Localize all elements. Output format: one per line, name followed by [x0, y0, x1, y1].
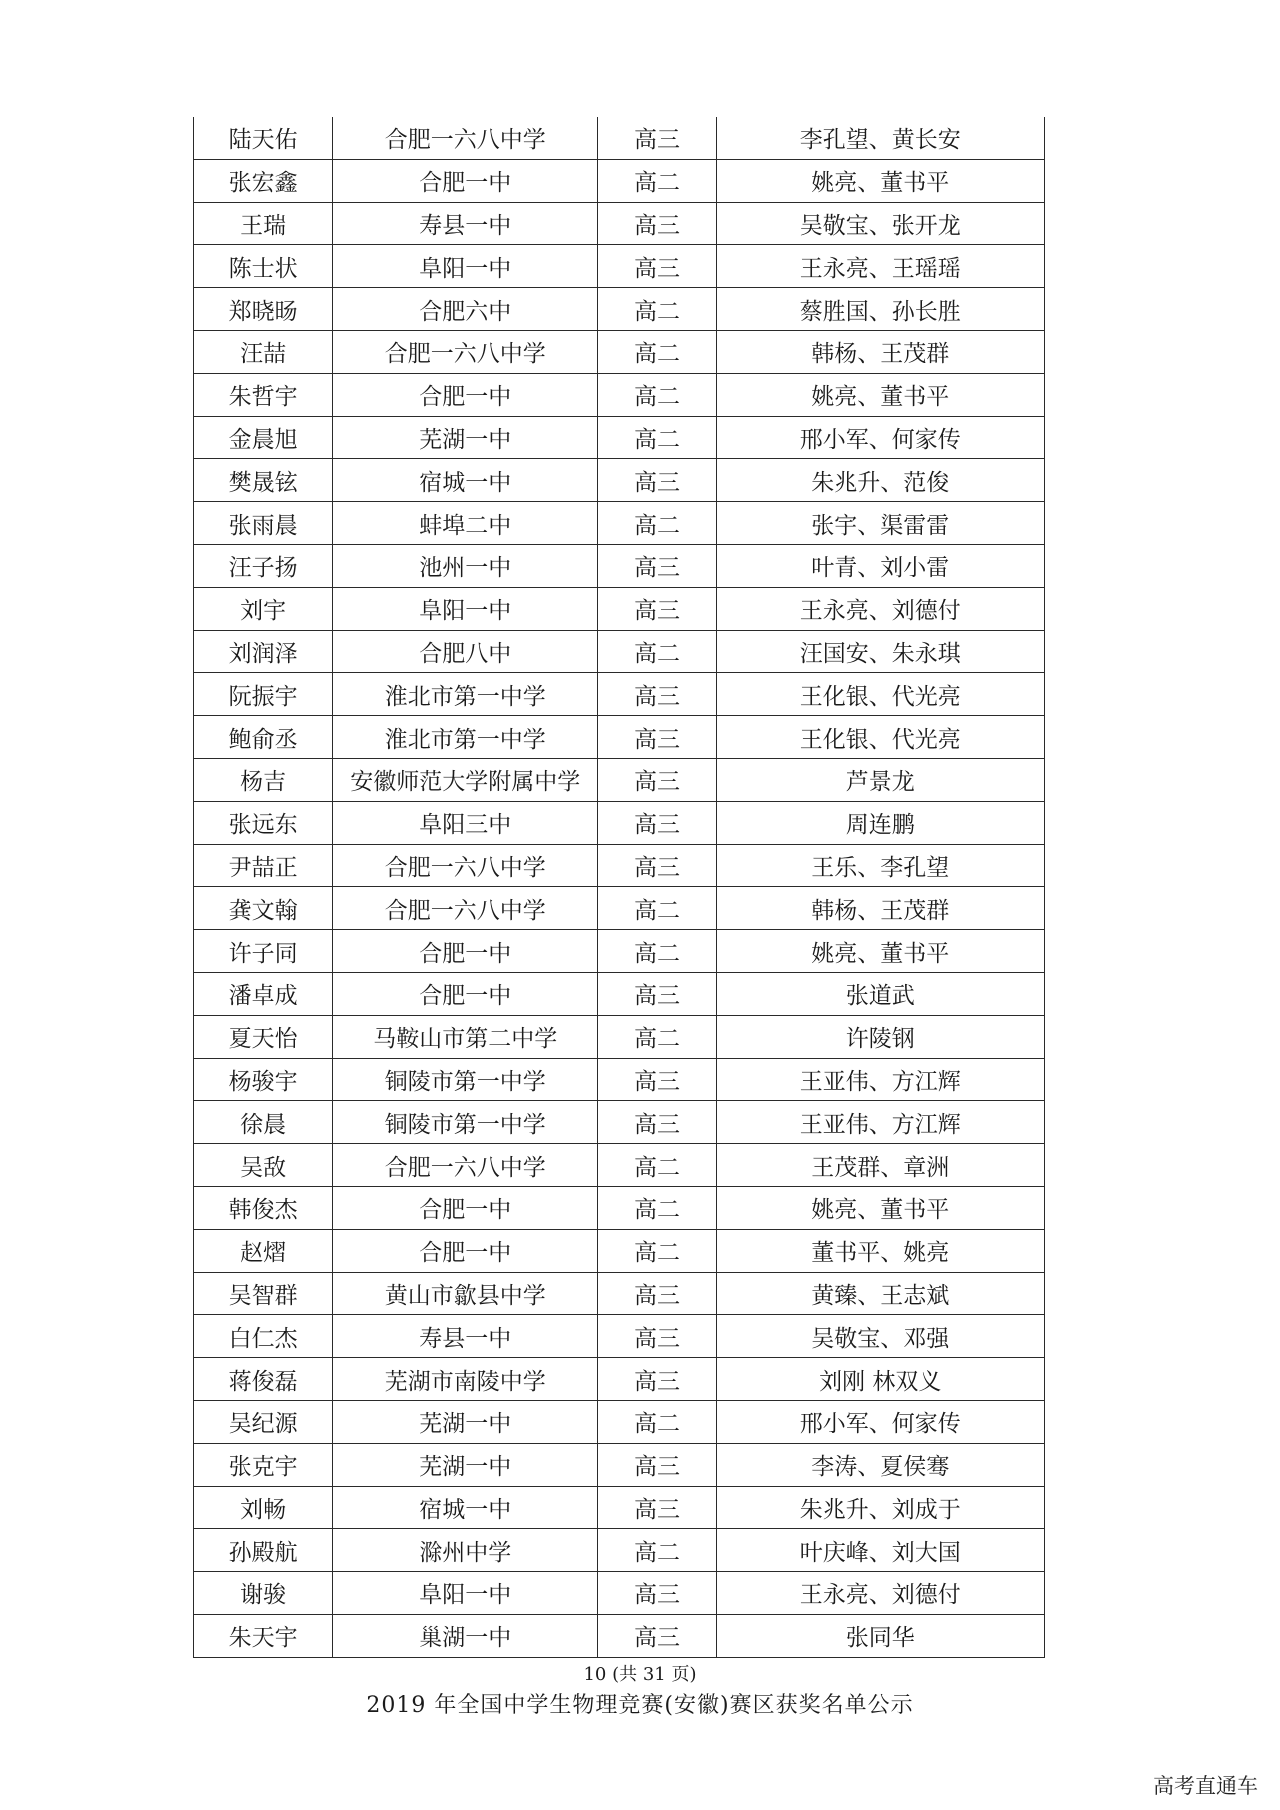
coach-cell: 韩杨、王茂群 — [716, 330, 1044, 373]
coach-cell: 姚亮、董书平 — [716, 930, 1044, 973]
table-row — [194, 887, 1045, 930]
grade-cell: 高三 — [598, 117, 716, 159]
grade-cell: 高二 — [598, 1144, 716, 1187]
student-name-cell: 赵熠 — [194, 1229, 333, 1272]
school-cell: 蚌埠二中 — [333, 502, 598, 545]
student-name-cell: 龚文翰 — [194, 887, 333, 930]
student-name-cell: 吴敌 — [194, 1144, 333, 1187]
student-name-cell: 朱天宇 — [194, 1614, 333, 1657]
school-cell: 芜湖一中 — [333, 1443, 598, 1486]
school-cell: 铜陵市第一中学 — [333, 1101, 598, 1144]
table-row — [194, 459, 1045, 502]
coach-cell: 李涛、夏侯骞 — [716, 1443, 1044, 1486]
grade-cell: 高三 — [598, 972, 716, 1015]
coach-cell: 王乐、李孔望 — [716, 844, 1044, 887]
student-name-cell: 吴纪源 — [194, 1400, 333, 1443]
grade-cell: 高二 — [598, 502, 716, 545]
table-row — [194, 159, 1045, 202]
student-name-cell: 白仁杰 — [194, 1315, 333, 1358]
page-number: 10 (共 31 页) — [583, 1664, 697, 1685]
coach-cell: 李孔望、黄长安 — [716, 117, 1044, 159]
school-cell: 铜陵市第一中学 — [333, 1058, 598, 1101]
coach-cell: 王亚伟、方江辉 — [716, 1101, 1044, 1144]
student-name-cell: 夏天怡 — [194, 1015, 333, 1058]
school-cell: 芜湖一中 — [333, 416, 598, 459]
table-row — [194, 1486, 1045, 1529]
grade-cell: 高三 — [598, 1614, 716, 1657]
student-name-cell: 郑晓旸 — [194, 288, 333, 331]
grade-cell: 高三 — [598, 544, 716, 587]
table-row — [194, 673, 1045, 716]
student-name-cell: 谢骏 — [194, 1572, 333, 1615]
table-row — [194, 1529, 1045, 1572]
grade-cell: 高三 — [598, 202, 716, 245]
school-cell: 合肥一中 — [333, 159, 598, 202]
coach-cell: 朱兆升、刘成于 — [716, 1486, 1044, 1529]
coach-cell: 邢小军、何家传 — [716, 1400, 1044, 1443]
student-name-cell: 许子同 — [194, 930, 333, 973]
table-row — [194, 1101, 1045, 1144]
table-row — [194, 1572, 1045, 1615]
grade-cell: 高二 — [598, 288, 716, 331]
grade-cell: 高三 — [598, 1315, 716, 1358]
grade-cell: 高二 — [598, 1400, 716, 1443]
school-cell: 黄山市歙县中学 — [333, 1272, 598, 1315]
grade-cell: 高三 — [598, 587, 716, 630]
coach-cell: 叶青、刘小雷 — [716, 544, 1044, 587]
table-row — [194, 1400, 1045, 1443]
grade-cell: 高二 — [598, 1015, 716, 1058]
grade-cell: 高三 — [598, 245, 716, 288]
school-cell: 芜湖市南陵中学 — [333, 1358, 598, 1401]
student-name-cell: 张远东 — [194, 801, 333, 844]
student-name-cell: 朱哲宇 — [194, 373, 333, 416]
grade-cell: 高三 — [598, 1358, 716, 1401]
school-cell: 寿县一中 — [333, 1315, 598, 1358]
grade-cell: 高三 — [598, 459, 716, 502]
student-name-cell: 鲍俞丞 — [194, 716, 333, 759]
table-row — [194, 1229, 1045, 1272]
table-row — [194, 1144, 1045, 1187]
coach-cell: 王永亮、王瑶瑶 — [716, 245, 1044, 288]
grade-cell: 高三 — [598, 1101, 716, 1144]
grade-cell: 高二 — [598, 1186, 716, 1229]
school-cell: 阜阳三中 — [333, 801, 598, 844]
coach-cell: 韩杨、王茂群 — [716, 887, 1044, 930]
school-cell: 安徽师范大学附属中学 — [333, 758, 598, 801]
student-name-cell: 刘润泽 — [194, 630, 333, 673]
table-row — [194, 716, 1045, 759]
coach-cell: 张道武 — [716, 972, 1044, 1015]
table-row — [194, 245, 1045, 288]
grade-cell: 高二 — [598, 416, 716, 459]
table-row — [194, 1058, 1045, 1101]
award-list-table — [193, 117, 1045, 1658]
table-row — [194, 288, 1045, 331]
school-cell: 合肥一六八中学 — [333, 330, 598, 373]
table-row — [194, 544, 1045, 587]
grade-cell: 高三 — [598, 844, 716, 887]
coach-cell: 张宇、渠雷雷 — [716, 502, 1044, 545]
school-cell: 合肥一六八中学 — [333, 1144, 598, 1187]
coach-cell: 姚亮、董书平 — [716, 1186, 1044, 1229]
school-cell: 合肥八中 — [333, 630, 598, 673]
table-row — [194, 1186, 1045, 1229]
document-footer-title: 2019 年全国中学生物理竞赛(安徽)赛区获奖名单公示 — [366, 1693, 914, 1718]
student-name-cell: 蒋俊磊 — [194, 1358, 333, 1401]
coach-cell: 刘刚 林双义 — [716, 1358, 1044, 1401]
student-name-cell: 张雨晨 — [194, 502, 333, 545]
coach-cell: 蔡胜国、孙长胜 — [716, 288, 1044, 331]
grade-cell: 高二 — [598, 330, 716, 373]
school-cell: 阜阳一中 — [333, 1572, 598, 1615]
grade-cell: 高三 — [598, 801, 716, 844]
coach-cell: 姚亮、董书平 — [716, 159, 1044, 202]
grade-cell: 高三 — [598, 1058, 716, 1101]
school-cell: 合肥六中 — [333, 288, 598, 331]
coach-cell: 黄臻、王志斌 — [716, 1272, 1044, 1315]
table-row — [194, 972, 1045, 1015]
school-cell: 合肥一六八中学 — [333, 887, 598, 930]
coach-cell: 芦景龙 — [716, 758, 1044, 801]
school-cell: 宿城一中 — [333, 459, 598, 502]
student-name-cell: 吴智群 — [194, 1272, 333, 1315]
school-cell: 合肥一中 — [333, 972, 598, 1015]
school-cell: 芜湖一中 — [333, 1400, 598, 1443]
table-row — [194, 416, 1045, 459]
grade-cell: 高三 — [598, 1443, 716, 1486]
school-cell: 阜阳一中 — [333, 587, 598, 630]
grade-cell: 高二 — [598, 1529, 716, 1572]
school-cell: 池州一中 — [333, 544, 598, 587]
student-name-cell: 张克宇 — [194, 1443, 333, 1486]
table-row — [194, 373, 1045, 416]
school-cell: 宿城一中 — [333, 1486, 598, 1529]
table-row — [194, 930, 1045, 973]
award-list-body — [194, 117, 1045, 1657]
student-name-cell: 金晨旭 — [194, 416, 333, 459]
table-row — [194, 630, 1045, 673]
school-cell: 合肥一六八中学 — [333, 844, 598, 887]
table-row — [194, 1015, 1045, 1058]
coach-cell: 叶庆峰、刘大国 — [716, 1529, 1044, 1572]
coach-cell: 王茂群、章洲 — [716, 1144, 1044, 1187]
table-row — [194, 801, 1045, 844]
student-name-cell: 刘宇 — [194, 587, 333, 630]
coach-cell: 许陵钢 — [716, 1015, 1044, 1058]
school-cell: 滁州中学 — [333, 1529, 598, 1572]
table-row — [194, 758, 1045, 801]
student-name-cell: 韩俊杰 — [194, 1186, 333, 1229]
table-row — [194, 1443, 1045, 1486]
student-name-cell: 王瑞 — [194, 202, 333, 245]
grade-cell: 高二 — [598, 1229, 716, 1272]
table-row — [194, 1358, 1045, 1401]
student-name-cell: 尹喆正 — [194, 844, 333, 887]
school-cell: 合肥一中 — [333, 1229, 598, 1272]
coach-cell: 汪国安、朱永琪 — [716, 630, 1044, 673]
grade-cell: 高二 — [598, 887, 716, 930]
student-name-cell: 孙殿航 — [194, 1529, 333, 1572]
coach-cell: 王化银、代光亮 — [716, 673, 1044, 716]
school-cell: 寿县一中 — [333, 202, 598, 245]
grade-cell: 高三 — [598, 673, 716, 716]
table-row — [194, 330, 1045, 373]
coach-cell: 吴敬宝、张开龙 — [716, 202, 1044, 245]
table-row — [194, 1614, 1045, 1657]
table-row — [194, 1272, 1045, 1315]
grade-cell: 高三 — [598, 758, 716, 801]
coach-cell: 吴敬宝、邓强 — [716, 1315, 1044, 1358]
coach-cell: 董书平、姚亮 — [716, 1229, 1044, 1272]
student-name-cell: 阮振宇 — [194, 673, 333, 716]
school-cell: 淮北市第一中学 — [333, 673, 598, 716]
coach-cell: 王化银、代光亮 — [716, 716, 1044, 759]
school-cell: 马鞍山市第二中学 — [333, 1015, 598, 1058]
coach-cell: 王永亮、刘德付 — [716, 1572, 1044, 1615]
table-row — [194, 1315, 1045, 1358]
table-row — [194, 202, 1045, 245]
school-cell: 合肥一中 — [333, 373, 598, 416]
watermark-text: 高考直通车 — [1153, 1774, 1258, 1798]
student-name-cell: 潘卓成 — [194, 972, 333, 1015]
table-row — [194, 587, 1045, 630]
grade-cell: 高三 — [598, 1486, 716, 1529]
coach-cell: 王永亮、刘德付 — [716, 587, 1044, 630]
school-cell: 合肥一六八中学 — [333, 117, 598, 159]
school-cell: 阜阳一中 — [333, 245, 598, 288]
grade-cell: 高三 — [598, 1272, 716, 1315]
student-name-cell: 陈士状 — [194, 245, 333, 288]
table-row — [194, 117, 1045, 159]
table-row — [194, 502, 1045, 545]
coach-cell: 姚亮、董书平 — [716, 373, 1044, 416]
grade-cell: 高二 — [598, 159, 716, 202]
student-name-cell: 杨骏宇 — [194, 1058, 333, 1101]
student-name-cell: 汪喆 — [194, 330, 333, 373]
table-row — [194, 844, 1045, 887]
grade-cell: 高三 — [598, 716, 716, 759]
grade-cell: 高三 — [598, 1572, 716, 1615]
student-name-cell: 陆天佑 — [194, 117, 333, 159]
student-name-cell: 汪子扬 — [194, 544, 333, 587]
coach-cell: 朱兆升、范俊 — [716, 459, 1044, 502]
coach-cell: 周连鹏 — [716, 801, 1044, 844]
coach-cell: 张同华 — [716, 1614, 1044, 1657]
grade-cell: 高二 — [598, 930, 716, 973]
school-cell: 巢湖一中 — [333, 1614, 598, 1657]
student-name-cell: 徐晨 — [194, 1101, 333, 1144]
student-name-cell: 张宏鑫 — [194, 159, 333, 202]
grade-cell: 高二 — [598, 630, 716, 673]
coach-cell: 邢小军、何家传 — [716, 416, 1044, 459]
student-name-cell: 刘畅 — [194, 1486, 333, 1529]
grade-cell: 高二 — [598, 373, 716, 416]
student-name-cell: 樊晟铉 — [194, 459, 333, 502]
coach-cell: 王亚伟、方江辉 — [716, 1058, 1044, 1101]
school-cell: 合肥一中 — [333, 930, 598, 973]
school-cell: 淮北市第一中学 — [333, 716, 598, 759]
student-name-cell: 杨吉 — [194, 758, 333, 801]
school-cell: 合肥一中 — [333, 1186, 598, 1229]
